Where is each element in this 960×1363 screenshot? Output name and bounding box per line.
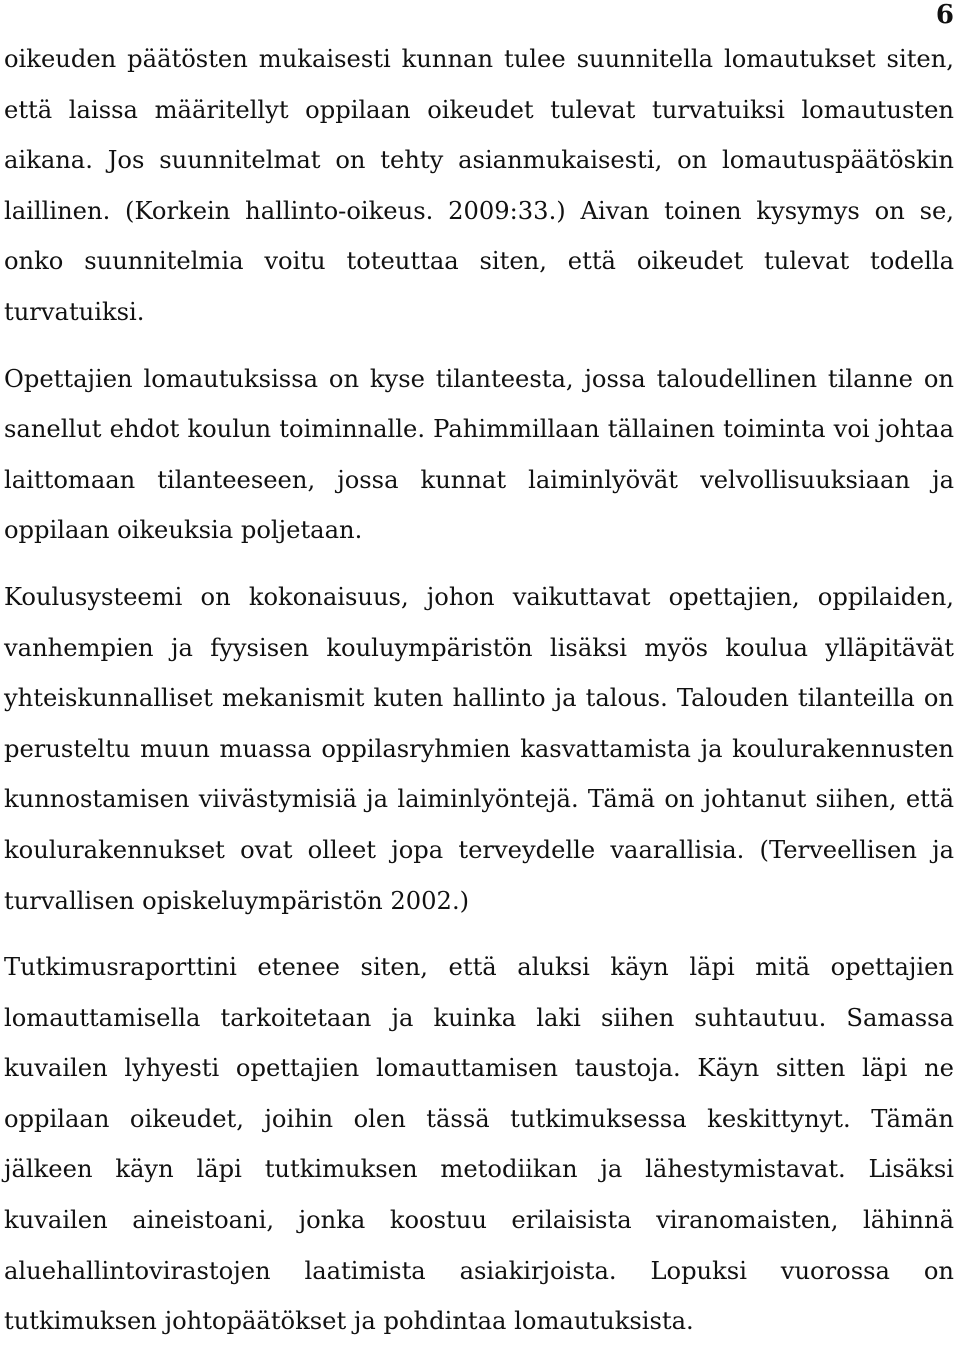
paragraph-4: Tutkimusraporttini etenee siten, että aluksi käyn läpi mitä opettajien lomauttamisella tarkoitetaan ja kuinka laki siihen suhtautuu. Samassa kuvailen lyhyesti opettajien lomauttamisen taustoja. Käyn sitten läpi ne oppilaan oikeudet, joihin olen tässä tutkimuksessa keskittynyt. Tämän jälkeen käyn läpi tutkimuksen metodiikan ja lähestymistavat. Lisäksi kuvailen aineistoani, jonka koostuu erilaisista viranomaisten, lähinnä aluehallintovirastojen laatimista asiakirjoista. Lopuksi vuorossa on tutkimuksen johtopäätökset ja pohdintaa lomautuksista. xyxy=(4,953,954,1336)
paragraph-1: oikeuden päätösten mukaisesti kunnan tulee suunnitella lomautukset siten, että laissa määritellyt oppilaan oikeudet tulevat turvatuiksi lomautusten aikana. Jos suunnitelmat on tehty asianmukaisesti, on lomautuspäätöskin laillinen. (Korkein hallinto-oikeus. 2009:33.) Aivan toinen kysymys on se, onko suunnitelmia voitu toteuttaa siten, että oikeudet tulevat todella turvatuiksi. xyxy=(4,45,954,326)
page-number: 6 xyxy=(935,0,954,30)
paragraph-3: Koulusysteemi on kokonaisuus, johon vaikuttavat opettajien, oppilaiden, vanhempien ja fyysisen kouluympäristön lisäksi myös koulua ylläpitävät yhteiskunnalliset mekanismit kuten hallinto ja talous. Talouden tilanteilla on perusteltu muun muassa oppilasryhmien kasvattamista ja koulurakennusten kunnostamisen viivästymisiä ja laiminlyöntejä. Tämä on johtanut siihen, että koulurakennukset ovat olleet jopa terveydelle vaarallisia. (Terveellisen ja turvallisen opiskeluympäristön 2002.) xyxy=(4,582,954,915)
paragraph-2: Opettajien lomautuksissa on kyse tilanteesta, jossa taloudellinen tilanne on sanellut ehdot koulun toiminnalle. Pahimmillaan tällainen toiminta voi johtaa laittomaan tilanteeseen, jossa kunnat laiminlyövät velvollisuuksiaan ja oppilaan oikeuksia poljetaan. xyxy=(4,364,954,545)
document-body xyxy=(4,34,954,1363)
